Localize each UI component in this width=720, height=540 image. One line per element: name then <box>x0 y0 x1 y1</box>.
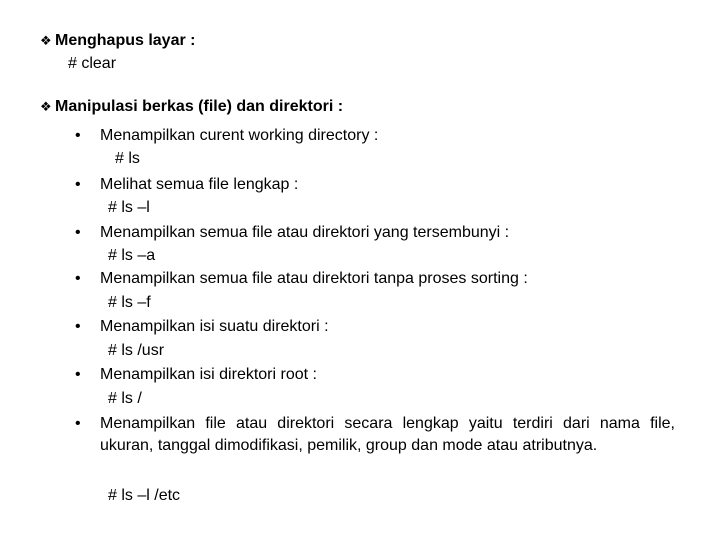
list-item <box>75 125 675 147</box>
command-ls: # ls <box>115 150 140 167</box>
list-item-text: Menampilkan file atau direktori secara lengkap yaitu terdiri dari nama file, ukuran, tanggal dimodifikasi, pemilik, group dan mode atau atributnya. <box>100 415 675 454</box>
list-item-text: Menampilkan curent working directory : <box>100 127 379 144</box>
command-ls-f: # ls –f <box>108 294 151 311</box>
round-bullet-icon: • <box>75 127 81 144</box>
list-item-text: Menampilkan semua file atau direktori tanpa proses sorting : <box>100 270 528 287</box>
command-ls-root: # ls / <box>108 390 142 407</box>
list-item <box>75 364 675 386</box>
section-heading-text: Manipulasi berkas (file) dan direktori : <box>55 98 344 115</box>
section-heading-file-manipulation <box>40 96 343 118</box>
diamond-bullet-icon: ❖ <box>40 99 52 114</box>
command-ls-a: # ls –a <box>108 247 156 264</box>
round-bullet-icon: • <box>75 176 81 193</box>
round-bullet-icon: • <box>75 366 81 383</box>
round-bullet-icon: • <box>75 318 81 335</box>
list-item <box>75 316 675 338</box>
command-ls-usr: # ls /usr <box>108 342 165 359</box>
round-bullet-icon: • <box>75 270 81 287</box>
round-bullet-icon: • <box>75 415 81 432</box>
list-item <box>75 222 675 244</box>
command-clear: # clear <box>68 55 117 72</box>
list-item <box>75 268 675 290</box>
list-item <box>75 174 675 196</box>
list-item-text: Menampilkan isi direktori root : <box>100 366 317 383</box>
round-bullet-icon: • <box>75 224 81 241</box>
list-item-text: Menampilkan semua file atau direktori yang tersembunyi : <box>100 224 510 241</box>
command-ls-l: # ls –l <box>108 199 150 216</box>
list-item <box>75 413 675 457</box>
section-heading-clear-screen <box>40 30 195 52</box>
list-item-text: Menampilkan isi suatu direktori : <box>100 318 329 335</box>
list-item-text: Melihat semua file lengkap : <box>100 176 299 193</box>
command-ls-l-etc: # ls –l /etc <box>108 487 181 504</box>
section-heading-text: Menghapus layar : <box>55 32 196 49</box>
diamond-bullet-icon: ❖ <box>40 33 52 48</box>
